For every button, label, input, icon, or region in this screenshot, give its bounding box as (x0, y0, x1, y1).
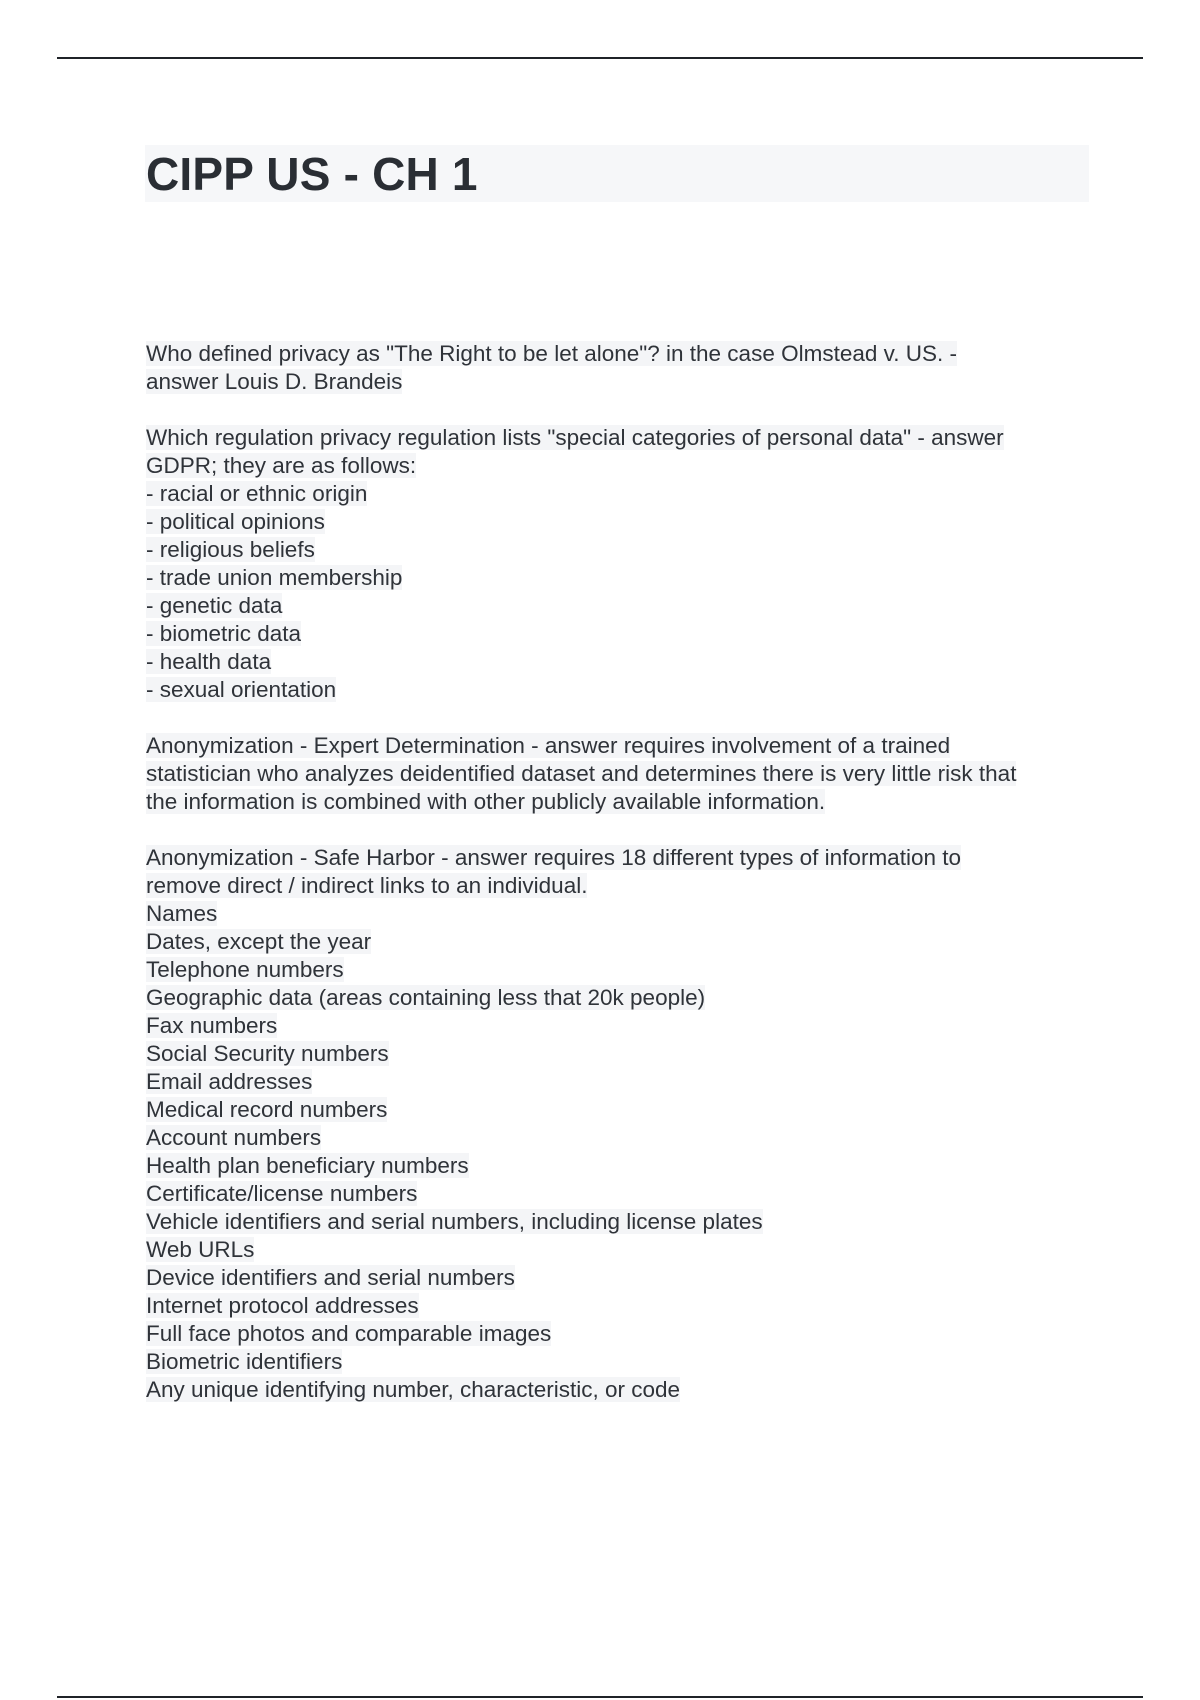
bottom-rule (57, 1696, 1143, 1698)
list-item: Device identifiers and serial numbers (146, 1265, 515, 1290)
top-rule (57, 57, 1143, 59)
text-line: Which regulation privacy regulation lists "special categories of personal data" - answer (146, 425, 1004, 450)
text-line: GDPR; they are as follows: (146, 453, 417, 478)
list-item: Certificate/license numbers (146, 1181, 418, 1206)
list-item: Web URLs (146, 1237, 255, 1262)
document-body (146, 340, 1096, 1432)
list-item: - biometric data (146, 621, 302, 646)
qa-block-expert-determination (146, 732, 1096, 816)
text-line: Who defined privacy as "The Right to be let alone"? in the case Olmstead v. US. - (146, 341, 957, 366)
list-item: Health plan beneficiary numbers (146, 1153, 469, 1178)
list-item: Any unique identifying number, characteristic, or code (146, 1377, 681, 1402)
list-item: Account numbers (146, 1125, 322, 1150)
list-item: Geographic data (areas containing less that 20k people) (146, 985, 706, 1010)
list-item: Names (146, 901, 218, 926)
text-line: Anonymization - Expert Determination - answer requires involvement of a trained (146, 733, 951, 758)
qa-block-privacy-definition (146, 340, 1096, 396)
list-item: Telephone numbers (146, 957, 344, 982)
list-item: - political opinions (146, 509, 325, 534)
list-item: Social Security numbers (146, 1041, 389, 1066)
list-item: - genetic data (146, 593, 283, 618)
text-line: remove direct / indirect links to an individual. (146, 873, 588, 898)
qa-block-safe-harbor (146, 844, 1096, 1404)
list-item: Vehicle identifiers and serial numbers, including license plates (146, 1209, 763, 1234)
list-item: Biometric identifiers (146, 1349, 343, 1374)
list-item: Medical record numbers (146, 1097, 388, 1122)
list-item: - sexual orientation (146, 677, 337, 702)
qa-block-special-categories (146, 424, 1096, 704)
list-item: - religious beliefs (146, 537, 315, 562)
list-item: Full face photos and comparable images (146, 1321, 552, 1346)
list-item: Email addresses (146, 1069, 313, 1094)
list-item: - health data (146, 649, 272, 674)
list-item: Internet protocol addresses (146, 1293, 419, 1318)
text-line: the information is combined with other publicly available information. (146, 789, 826, 814)
text-line: statistician who analyzes deidentified dataset and determines there is very little risk that (146, 761, 1017, 786)
text-line: answer Louis D. Brandeis (146, 369, 403, 394)
list-item: Dates, except the year (146, 929, 372, 954)
list-item: - racial or ethnic origin (146, 481, 368, 506)
text-line: Anonymization - Safe Harbor - answer requires 18 different types of information to (146, 845, 961, 870)
list-item: - trade union membership (146, 565, 403, 590)
page-title: CIPP US - CH 1 (146, 148, 478, 200)
list-item: Fax numbers (146, 1013, 278, 1038)
